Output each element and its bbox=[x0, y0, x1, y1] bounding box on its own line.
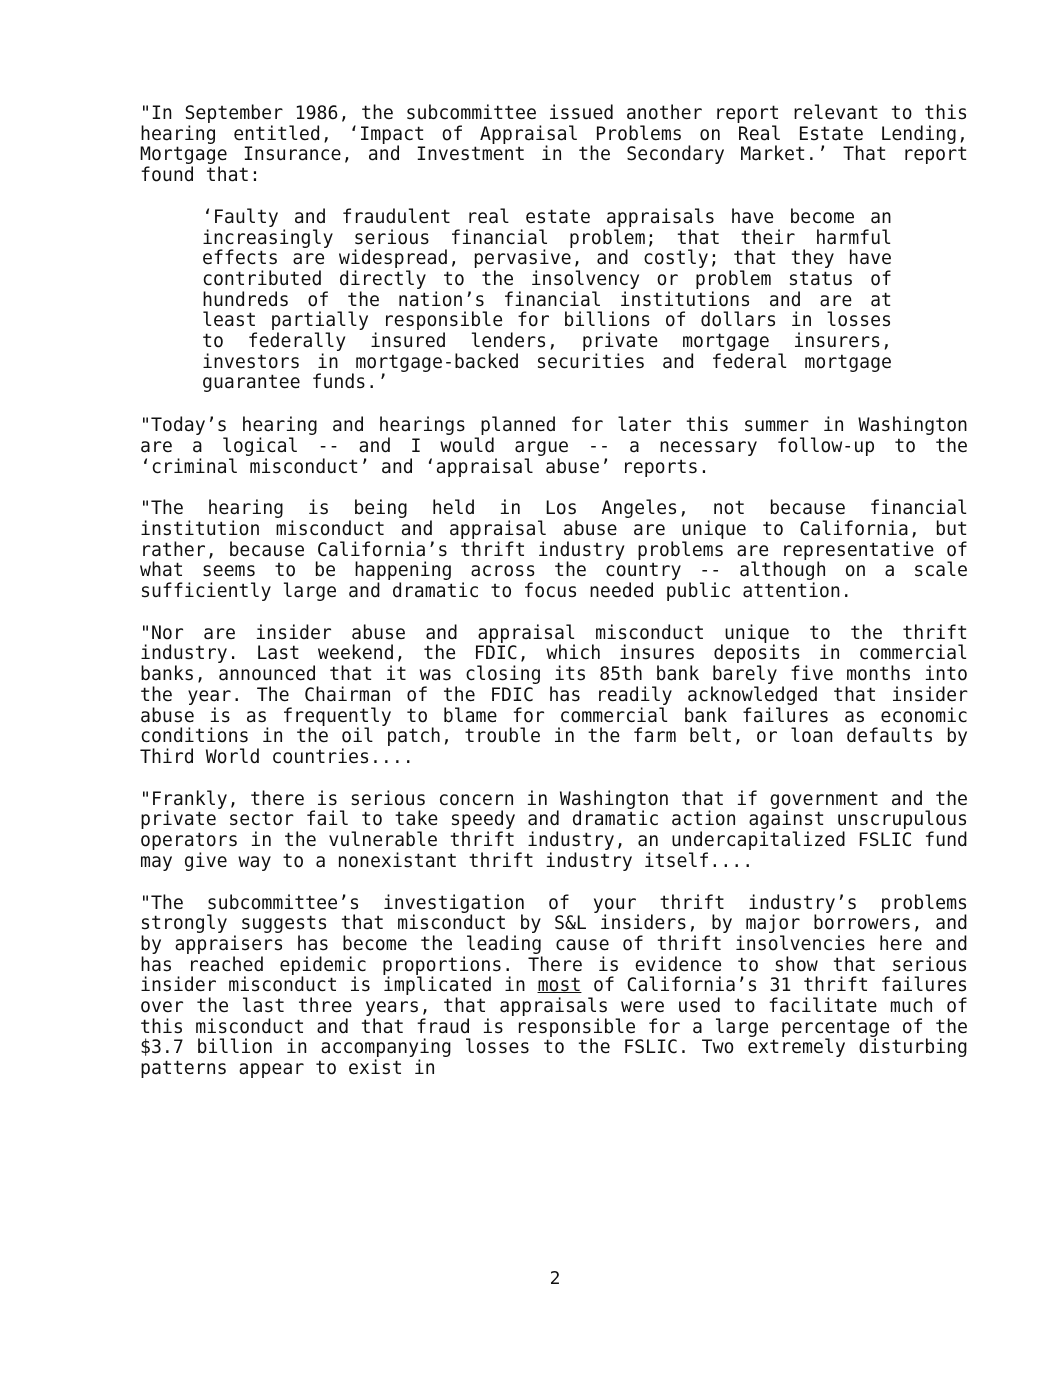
paragraph-subcommittee-part-1: "The subcommittee’s investigation of your thrift industry’s problems strongly suggests that misconduct by S&L insiders, by major borrowers, and by appraisers has become the leading cause of thrift insolvencies here and has reached epidemic proportions. There is evidence to show that serious insider misconduct is implicated in bbox=[140, 892, 968, 997]
block-quote-faulty-appraisals: ‘Faulty and fraudulent real estate appraisals have become an increasingly serious financial problem; that their harmful effects are widespread, pervasive, and costly; that they have contributed directly to the insolvency or problem status of hundreds of the nation’s financial institutions and are at least partially responsible for billions of dollars in losses to federally insured lenders, private mortgage insurers, investors in mortgage-backed securities and federal mortgage guarantee funds.’ bbox=[202, 206, 892, 394]
emphasis-most: most bbox=[537, 975, 582, 997]
paragraph-september-report: "In September 1986, the subcommittee issued another report relevant to this hearing entitled, ‘Impact of Appraisal Problems on Real Estate Lending, Mortgage Insurance, and Investment in the Secondary Market.’ That report found that: bbox=[140, 103, 968, 187]
document-body bbox=[140, 104, 968, 1080]
paragraph-todays-hearing: "Today’s hearing and hearings planned for later this summer in Washington are a logical -- and I would argue -- a necessary follow-up to the ‘criminal misconduct’ and ‘appraisal abuse’ reports. bbox=[140, 415, 968, 478]
page-number: 2 bbox=[549, 1268, 561, 1289]
paragraph-insider-abuse: "Nor are insider abuse and appraisal misconduct unique to the thrift industry. Last weekend, the FDIC, which insures deposits in commercial banks, announced that it was closing its 85th bank barely five months into the year. The Chairman of the FDIC has readily acknowledged that insider abuse is as frequently to blame for commercial bank failures as economic conditions in the oil patch, trouble in the farm belt, or loan defaults by Third World countries.... bbox=[140, 622, 968, 768]
paragraph-los-angeles: "The hearing is being held in Los Angeles, not because financial institution misconduct and appraisal abuse are unique to California, but rather, because California’s thrift industry problems are representative of what seems to be happening across the country -- although on a scale sufficiently large and dramatic to focus needed public attention. bbox=[140, 498, 968, 603]
paragraph-frankly: "Frankly, there is serious concern in Washington that if government and the private sector fail to take speedy and dramatic action against unscrupulous operators in the vulnerable thrift industry, an undercapitalized FSLIC fund may give way to a nonexistant thrift industry itself.... bbox=[140, 788, 968, 872]
paragraph-subcommittee-part-2: of California’s 31 thrift failures over the last three years, that appraisals were used to facilitate much of this misconduct and that fraud is responsible for a large percentage of the $3.7 billion in accompanying losses to the FSLIC. Two extremely disturbing patterns appear to exist in bbox=[140, 975, 968, 1080]
paragraph-subcommittee-investigation bbox=[140, 894, 968, 1080]
